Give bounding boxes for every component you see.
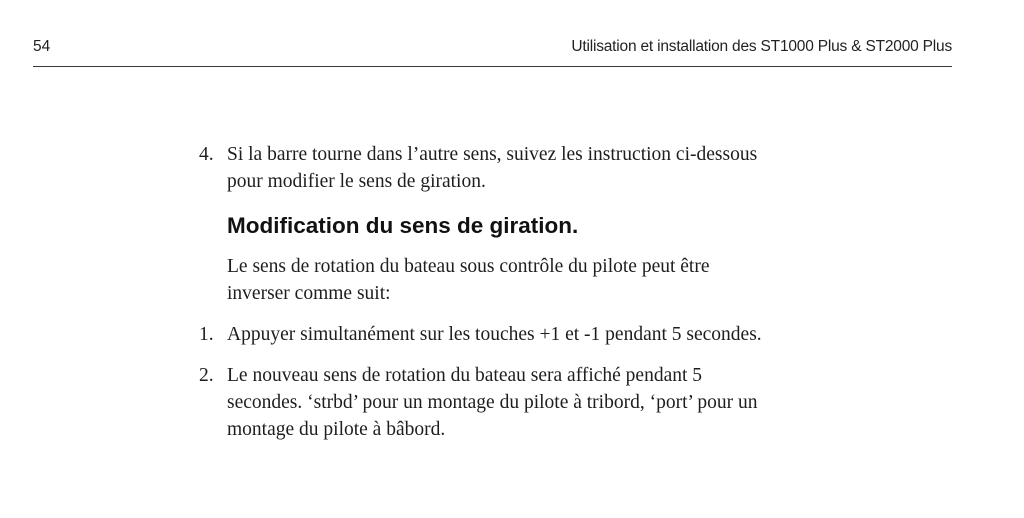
- list-item-number: 4.: [199, 144, 214, 165]
- list-item-line: Appuyer simultanément sur les touches +1 et -1 pendant 5 secondes.: [227, 324, 762, 345]
- paragraph-line: Le sens de rotation du bateau sous contrôle du pilote peut être: [227, 256, 710, 277]
- list-item-step-2: [199, 362, 959, 443]
- list-item-step-4: [199, 141, 959, 195]
- list-item-number: 1.: [199, 324, 214, 345]
- list-item-step-1: [199, 321, 959, 348]
- paragraph-line: inverser comme suit:: [227, 283, 391, 304]
- page-number: 54: [33, 38, 51, 55]
- list-item-number: 2.: [199, 365, 214, 386]
- page-header: [33, 30, 952, 60]
- list-item-line: montage du pilote à bâbord.: [227, 419, 446, 440]
- section-heading: Modification du sens de giration.: [227, 213, 579, 238]
- list-item-line: secondes. ‘strbd’ pour un montage du pilote à tribord, ‘port’ pour un: [227, 392, 758, 413]
- page-body: [199, 141, 959, 443]
- list-item-line: pour modifier le sens de giration.: [227, 171, 486, 192]
- list-item-line: Le nouveau sens de rotation du bateau sera affiché pendant 5: [227, 365, 703, 386]
- intro-paragraph: [227, 253, 959, 307]
- header-rule: [33, 66, 952, 67]
- list-item-line: Si la barre tourne dans l’autre sens, suivez les instruction ci-dessous: [227, 144, 758, 165]
- running-title: Utilisation et installation des ST1000 Plus & ST2000 Plus: [571, 38, 952, 55]
